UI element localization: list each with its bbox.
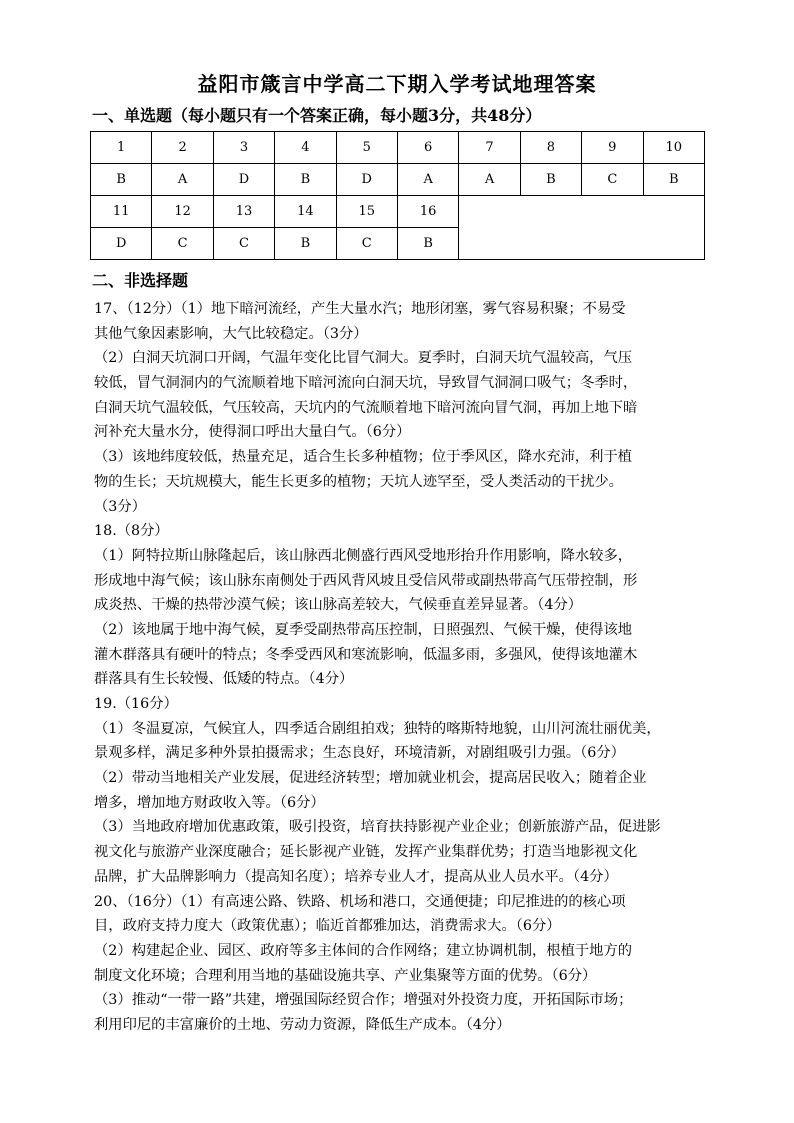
answer-line: 白洞天坑气温较低，气压较高，天坑内的气流顺着地下暗河流向冒气洞，再加上地下暗 xyxy=(94,399,638,416)
question-number: 13 xyxy=(213,196,274,228)
answer-line: （2）带动当地相关产业发展，促进经济转型；增加就业机会，提高居民收入；随着企业 xyxy=(94,770,647,787)
question-number: 9 xyxy=(582,132,643,164)
question-number: 2 xyxy=(152,132,213,164)
answer-cell: A xyxy=(152,164,213,196)
question-number: 12 xyxy=(152,196,213,228)
answer-cell: B xyxy=(397,228,458,260)
question-number: 1 xyxy=(91,132,152,164)
answer-line: （3）当地政府增加优惠政策，吸引投资，培育扶持影视产业企业；创新旅游产品，促进影 xyxy=(94,819,661,836)
table-row xyxy=(91,132,705,164)
section-non-choice-heading: 二、非选择题 xyxy=(92,271,189,290)
answer-cell: B xyxy=(275,164,336,196)
answer-table xyxy=(90,131,705,260)
answer-body xyxy=(94,297,714,1038)
page-title: 益阳市箴言中学高二下期入学考试地理答案 xyxy=(197,72,597,96)
question-number: 8 xyxy=(520,132,581,164)
answer-line: （2）该地属于地中海气候，夏季受副热带高压控制，日照强烈、气候干燥，使得该地 xyxy=(94,621,633,638)
answer-cell: A xyxy=(397,164,458,196)
answer-cell: B xyxy=(520,164,581,196)
answer-cell: D xyxy=(213,164,274,196)
answer-cell: C xyxy=(152,228,213,260)
answer-line: 18.（8分） xyxy=(94,523,169,540)
table-row xyxy=(91,196,705,228)
answer-line: 其他气象因素影响，大气比较稳定。（3分） xyxy=(94,325,368,342)
answer-line: （3）该地纬度较低，热量充足，适合生长多种植物；位于季风区，降水充沛，利于植 xyxy=(94,449,633,466)
answer-line: 物的生长；天坑规模大，能生长更多的植物；天坑人迹罕至，受人类活动的干扰少。 xyxy=(94,473,623,490)
answer-line: 成炎热、干燥的热带沙漠气候；该山脉高差较大，气候垂直差异显著。（4分） xyxy=(94,597,583,614)
answer-line: 制度文化环境；合理利用当地的基础设施共享、产业集聚等方面的优势。（6分） xyxy=(94,967,597,984)
answer-cell: B xyxy=(275,228,336,260)
table-row xyxy=(91,164,705,196)
answer-cell: B xyxy=(91,164,152,196)
answer-line: 视文化与旅游产业深度融合；延长影视产业链，发挥产业集群优势；打造当地影视文化 xyxy=(94,844,638,861)
section-single-choice-heading: 一、单选题（每小题只有一个答案正确，每小题3分，共48分） xyxy=(92,106,542,125)
answer-line: 利用印尼的丰富廉价的土地、劳动力资源，降低生产成本。（4分） xyxy=(94,1016,511,1033)
question-number: 7 xyxy=(459,132,520,164)
answer-line: （2）白洞天坑洞口开阔，气温年变化比冒气洞大。夏季时，白洞天坑气温较高，气压 xyxy=(94,350,633,367)
answer-line: 灌木群落具有硬叶的特点；冬季受西风和寒流影响，低温多雨，多强风，使得该地灌木 xyxy=(94,646,638,663)
question-number: 3 xyxy=(213,132,274,164)
answer-cell: B xyxy=(643,164,704,196)
answer-line: （2）构建起企业、园区、政府等多主体间的合作网络；建立协调机制，根植于地方的 xyxy=(94,942,633,959)
answer-line: （1）阿特拉斯山脉隆起后，该山脉西北侧盛行西风受地形抬升作用影响，降水较多， xyxy=(94,547,633,564)
answer-cell: A xyxy=(459,164,520,196)
question-number: 4 xyxy=(275,132,336,164)
answer-line: 增多，增加地方财政收入等。（6分） xyxy=(94,794,325,811)
answer-line: 较低，冒气洞洞内的气流顺着地下暗河流向白洞天坑，导致冒气洞洞口吸气；冬季时， xyxy=(94,375,638,392)
question-number: 5 xyxy=(336,132,397,164)
answer-line: 19.（16分） xyxy=(94,696,178,712)
question-number: 10 xyxy=(643,132,704,164)
answer-line: 形成地中海气候；该山脉东南侧处于西风背风坡且受信风带或副热带高气压带控制，形 xyxy=(94,572,638,589)
answer-line: 河补充大量水分，使得洞口呼出大量白气。（6分） xyxy=(94,424,411,441)
answer-line: （3分） xyxy=(94,498,146,515)
answer-line: （3）推动“一带一路”共建，增强国际经贸合作；增强对外投资力度，开拓国际市场； xyxy=(94,992,633,1009)
answer-cell: C xyxy=(213,228,274,260)
answer-line: 17、（12分）（1）地下暗河流经，产生大量水汽；地形闭塞，雾气容易积聚；不易受 xyxy=(94,301,626,317)
answer-line: 群落具有生长较慢、低矮的特点。（4分） xyxy=(94,671,354,688)
answer-cell: C xyxy=(582,164,643,196)
question-number: 6 xyxy=(397,132,458,164)
answer-line: 20、（16分）（1）有高速公路、铁路、机场和港口，交通便捷；印尼推进的的核心项 xyxy=(94,893,626,910)
answer-cell: D xyxy=(336,164,397,196)
answer-line: 目，政府支持力度大（政策优惠）；临近首都雅加达，消费需求大。（6分） xyxy=(94,918,561,935)
answer-cell: C xyxy=(336,228,397,260)
question-number: 15 xyxy=(336,196,397,228)
question-number: 11 xyxy=(91,196,152,228)
answer-line: （1）冬温夏凉，气候宜人，四季适合剧组拍戏；独特的喀斯特地貌，山川河流壮丽优美， xyxy=(94,720,661,737)
answer-line: 景观多样，满足多种外景拍摄需求；生态良好，环境清新，对剧组吸引力强。（6分） xyxy=(94,745,625,762)
empty-cell xyxy=(459,196,705,260)
answer-line: 品牌，扩大品牌影响力（提高知名度）；培养专业人才，提高从业人员水平。（4分） xyxy=(94,868,618,885)
question-number: 14 xyxy=(275,196,336,228)
answer-cell: D xyxy=(91,228,152,260)
question-number: 16 xyxy=(397,196,458,228)
